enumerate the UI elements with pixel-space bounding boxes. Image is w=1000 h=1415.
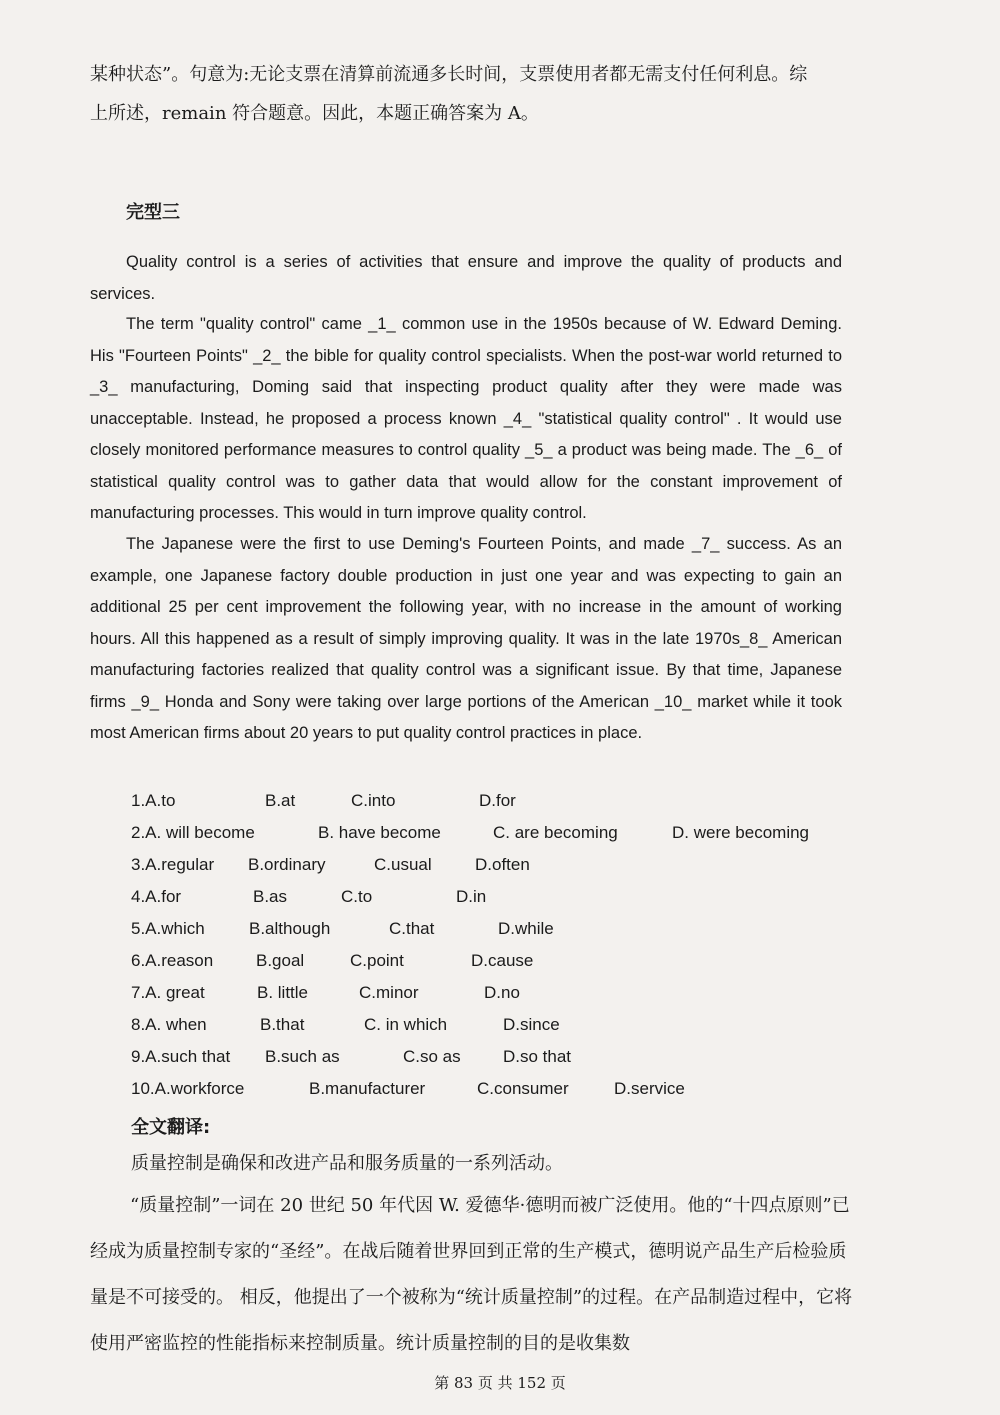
- option-a: 6.A.reason: [131, 951, 214, 970]
- option-c: C.minor: [359, 983, 419, 1002]
- option-b: B.although: [249, 919, 331, 938]
- option-row-1: [131, 791, 851, 819]
- option-c: C. are becoming: [493, 823, 618, 842]
- translation-paragraph-2: [90, 1183, 860, 1367]
- option-d: D.often: [475, 855, 530, 874]
- page-number-footer: 第 83 页 共 152 页: [434, 1374, 566, 1392]
- option-a: 10.A.workforce: [131, 1079, 245, 1098]
- option-c: C.point: [350, 951, 404, 970]
- option-b: B.goal: [256, 951, 305, 970]
- option-row-9: [131, 1047, 851, 1075]
- option-c: C. in which: [364, 1015, 448, 1034]
- option-b: B. have become: [318, 823, 441, 842]
- option-d: D.for: [479, 791, 516, 810]
- top-text-line-1: 某种状态”。句意为:无论支票在清算前流通多长时间，支票使用者都无需支付任何利息。综: [90, 64, 808, 85]
- option-c: C.so as: [403, 1047, 461, 1066]
- option-b: B.such as: [265, 1047, 340, 1066]
- option-row-5: [131, 919, 851, 947]
- translation-paragraph-2-text: “质量控制”一词在 20 世纪 50 年代因 W. 爱德华·德明而被广泛使用。他的“十四点原则”已经成为质量控制专家的“圣经”。在战后随着世界回到正常的生产模式，德明说产品生产后检验质量是不可接受的。 相反，他提出了一个被称为“统计质量控制”的过程。在产品制造过程中，它将使用严密监控的性能指标来控制质量。统计质量控制的目的是收集数: [90, 1195, 853, 1354]
- option-d: D.cause: [471, 951, 534, 970]
- option-c: C.to: [341, 887, 373, 906]
- passage-paragraph-1-text: Quality control is a series of activities that ensure and improve the quality of products and services.: [90, 253, 842, 303]
- option-row-6: [131, 951, 851, 979]
- passage-paragraph-2: [90, 309, 842, 530]
- option-a: 7.A. great: [131, 983, 205, 1002]
- passage-paragraph-3-text: The Japanese were the first to use Deming's Fourteen Points, and made _7_ success. As an example, one Japanese factory double production in just one year and was expecting to gain an additional 25 per cent improvement the following year, with no increase in the amount of working hours. All this happened as a result of simply improving quality. It was in the late 1970s_8_ American manufacturing factories realized that quality control was a significant issue. By that time, Japanese firms _9_ Honda and Sony were taking over large portions of the American _10_ market while it took most American firms about 20 years to put quality control practices in place.: [90, 535, 842, 742]
- option-c: C.that: [389, 919, 435, 938]
- translation-paragraph-1: 质量控制是确保和改进产品和服务质量的一系列活动。: [131, 1153, 563, 1174]
- section-title: 完型三: [126, 202, 180, 223]
- translation-heading: 全文翻译:: [131, 1117, 211, 1138]
- option-c: C.consumer: [477, 1079, 569, 1098]
- option-row-10: [131, 1079, 851, 1107]
- option-b: B.at: [265, 791, 296, 810]
- passage-paragraph-1: [90, 247, 842, 310]
- option-a: 8.A. when: [131, 1015, 207, 1034]
- option-d: D.service: [614, 1079, 685, 1098]
- option-c: C.usual: [374, 855, 432, 874]
- option-d: D.so that: [503, 1047, 572, 1066]
- option-b: B.manufacturer: [309, 1079, 426, 1098]
- option-a: 4.A.for: [131, 887, 182, 906]
- option-b: B. little: [257, 983, 309, 1002]
- option-row-4: [131, 887, 851, 915]
- passage-paragraph-3: [90, 529, 842, 750]
- option-row-2: [131, 823, 851, 851]
- option-d: D.in: [456, 887, 487, 906]
- option-row-3: [131, 855, 851, 883]
- option-b: B.that: [260, 1015, 305, 1034]
- option-d: D.since: [503, 1015, 560, 1034]
- option-b: B.as: [253, 887, 288, 906]
- option-d: D.while: [498, 919, 554, 938]
- option-a: 3.A.regular: [131, 855, 215, 874]
- passage-paragraph-2-text: The term "quality control" came _1_ common use in the 1950s because of W. Edward Deming. His "Fourteen Points" _2_ the bible for quality control specialists. When the post-war world returned to _3_ manufacturing, Doming said that inspecting product quality after they were made was unacceptable. Instead, he proposed a process known _4_ "statistical quality control" . It would use closely monitored performance measures to control quality _5_ a product was being made. The _6_ of statistical quality control was to gather data that would allow for the constant improvement of manufacturing processes. This would in turn improve quality control.: [90, 315, 842, 522]
- option-a: 2.A. will become: [131, 823, 255, 842]
- option-a: 5.A.which: [131, 919, 205, 938]
- option-a: 1.A.to: [131, 791, 176, 810]
- option-c: C.into: [351, 791, 396, 810]
- option-d: D. were becoming: [672, 823, 810, 842]
- option-a: 9.A.such that: [131, 1047, 231, 1066]
- top-text-line-2: 上所述，remain 符合题意。因此，本题正确答案为 A。: [90, 103, 539, 124]
- option-row-7: [131, 983, 851, 1011]
- option-d: D.no: [484, 983, 520, 1002]
- option-row-8: [131, 1015, 851, 1043]
- option-b: B.ordinary: [248, 855, 326, 874]
